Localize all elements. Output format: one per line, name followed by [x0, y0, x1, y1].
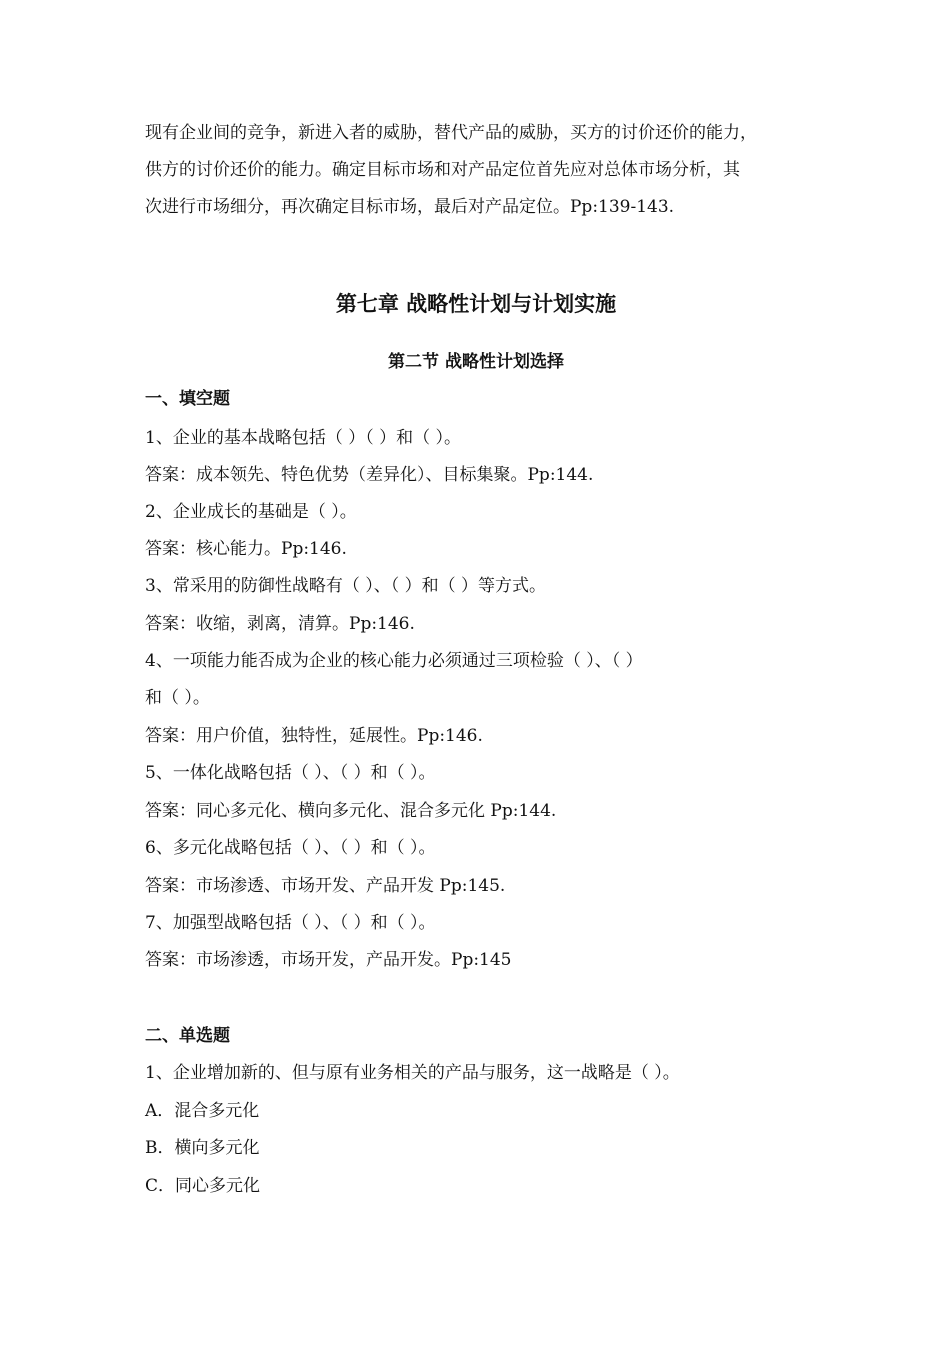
question-line: 3、常采用的防御性战略有（ ）、（ ）和（ ）等方式。 — [145, 576, 547, 596]
question-line-continued: 和（ ）。 — [145, 688, 210, 708]
intro-paragraph — [145, 115, 815, 226]
chapter-title: 第七章 战略性计划与计划实施 — [335, 292, 617, 316]
intro-line: 现有企业间的竞争，新进入者的威胁，替代产品的威胁，买方的讨价还价的能力， — [145, 123, 757, 143]
intro-line: 供方的讨价还价的能力。确定目标市场和对产品定位首先应对总体市场分析，其 — [145, 160, 740, 180]
intro-line: 次进行市场细分，再次确定目标市场，最后对产品定位。Pp:139-143. — [145, 197, 675, 217]
answer-line: 答案：同心多元化、横向多元化、混合多元化 Pp:144. — [145, 801, 557, 821]
answer-line: 答案：成本领先、特色优势（差异化）、目标集聚。Pp:144. — [145, 465, 594, 485]
question-line: 4、一项能力能否成为企业的核心能力必须通过三项检验（ ）、（ ） — [145, 651, 643, 671]
option-line: C．同心多元化 — [145, 1176, 261, 1196]
answer-line: 答案：市场渗透，市场开发，产品开发。Pp:145 — [145, 950, 512, 970]
option-line: B．横向多元化 — [145, 1138, 260, 1158]
answer-line: 答案：市场渗透、市场开发、产品开发 Pp:145. — [145, 876, 506, 896]
question-line: 1、企业的基本战略包括（ ）（ ）和（ ）。 — [145, 428, 462, 448]
question-line: 7、加强型战略包括（ ）、（ ）和（ ）。 — [145, 913, 436, 933]
fill-blank-heading: 一、填空题 — [145, 389, 230, 409]
question-line: 5、一体化战略包括（ ）、（ ）和（ ）。 — [145, 763, 436, 783]
question-line: 6、多元化战略包括（ ）、（ ）和（ ）。 — [145, 838, 436, 858]
option-line: A．混合多元化 — [145, 1101, 260, 1121]
answer-line: 答案：收缩，剥离，清算。Pp:146. — [145, 614, 415, 634]
answer-line: 答案：用户价值，独特性，延展性。Pp:146. — [145, 726, 483, 746]
section-title: 第二节 战略性计划选择 — [388, 352, 564, 372]
answer-line: 答案：核心能力。Pp:146. — [145, 539, 347, 559]
question-line: 2、企业成长的基础是（ ）。 — [145, 502, 357, 522]
question-line: 1、企业增加新的、但与原有业务相关的产品与服务，这一战略是（ ）。 — [145, 1063, 680, 1083]
single-choice-heading: 二、单选题 — [145, 1026, 230, 1046]
